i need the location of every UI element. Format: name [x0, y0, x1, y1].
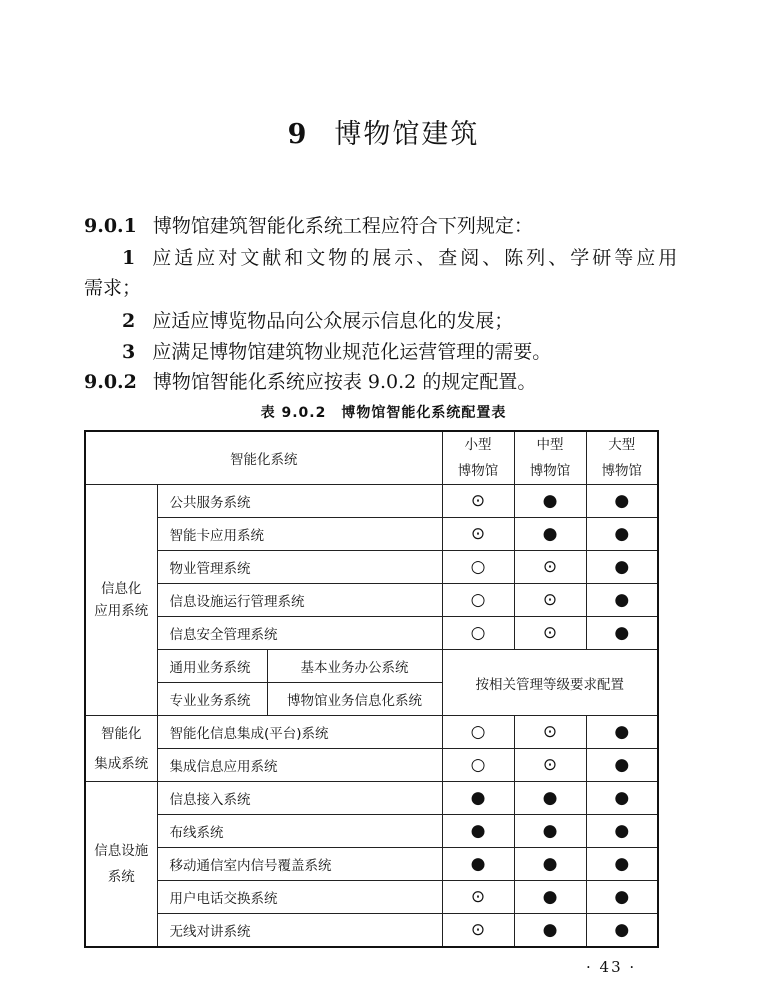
table-row: [85, 782, 658, 815]
table-header-row: [85, 431, 658, 485]
medium-mark: ●: [514, 782, 586, 815]
row-name: 物业管理系统: [157, 551, 442, 584]
table-row: [85, 584, 658, 617]
row-name: 无线对讲系统: [157, 914, 442, 948]
large-mark: ●: [586, 881, 658, 914]
chapter-number: 9: [287, 119, 309, 150]
large-mark: ●: [586, 485, 658, 518]
business-special: 专业业务系统: [157, 683, 267, 716]
table-row: [85, 518, 658, 551]
table-caption: 表 9.0.2 博物馆智能化系统配置表: [260, 405, 507, 421]
large-mark: ●: [586, 914, 658, 948]
large-mark: ●: [586, 617, 658, 650]
item-1: [122, 246, 680, 270]
small-mark: ⊙: [442, 485, 514, 518]
header-large: 大型 博物馆: [586, 431, 658, 485]
medium-mark: ●: [514, 881, 586, 914]
large-mark: ●: [586, 782, 658, 815]
small-mark: ●: [442, 782, 514, 815]
row-name: 信息设施运行管理系统: [157, 584, 442, 617]
table-row: [85, 617, 658, 650]
item-2: [122, 309, 513, 333]
business-general: 通用业务系统: [157, 650, 267, 683]
header-system: 智能化系统: [85, 431, 442, 485]
row-name: 移动通信室内信号覆盖系统: [157, 848, 442, 881]
large-mark: ●: [586, 848, 658, 881]
clause-text: 博物馆建筑智能化系统工程应符合下列规定：: [152, 215, 533, 237]
item-text: 应适应博览物品向公众展示信息化的发展；: [152, 310, 514, 332]
large-mark: ●: [586, 551, 658, 584]
medium-mark: ●: [514, 914, 586, 948]
row-name: 布线系统: [157, 815, 442, 848]
item-1-continuation: [84, 276, 141, 300]
clause-9-0-1: [84, 214, 533, 238]
row-name: 信息接入系统: [157, 782, 442, 815]
table-row: [85, 716, 658, 749]
small-mark: ⊙: [442, 914, 514, 948]
medium-mark: ⊙: [514, 551, 586, 584]
medium-mark: ●: [514, 518, 586, 551]
small-mark: ○: [442, 716, 514, 749]
medium-mark: ⊙: [514, 584, 586, 617]
medium-mark: ⊙: [514, 617, 586, 650]
small-mark: ●: [442, 848, 514, 881]
large-mark: ●: [586, 749, 658, 782]
small-mark: ○: [442, 551, 514, 584]
large-mark: ●: [586, 716, 658, 749]
small-mark: ○: [442, 617, 514, 650]
table-row: [85, 815, 658, 848]
small-mark: ○: [442, 749, 514, 782]
row-name: 集成信息应用系统: [157, 749, 442, 782]
row-name: 智能卡应用系统: [157, 518, 442, 551]
item-text: 应满足博物馆建筑物业规范化运营管理的需要。: [152, 341, 552, 363]
table-row: [85, 485, 658, 518]
group-info-app: 信息化 应用系统: [85, 485, 157, 716]
row-name: 智能化信息集成(平台)系统: [157, 716, 442, 749]
item-number: 1: [122, 247, 139, 269]
row-name: 信息安全管理系统: [157, 617, 442, 650]
clause-number: 9.0.1: [84, 215, 137, 237]
small-mark: ⊙: [442, 518, 514, 551]
item-text: 应适应对文献和文物的展示、查阅、陈列、学研等应用: [152, 247, 681, 269]
header-small: 小型 博物馆: [442, 431, 514, 485]
small-mark: ●: [442, 815, 514, 848]
chapter-title: [0, 112, 767, 151]
table-row: [85, 749, 658, 782]
table-row: [85, 881, 658, 914]
table-row: [85, 914, 658, 948]
chapter-title-text: 博物馆建筑: [334, 119, 480, 150]
item-3: [122, 340, 551, 364]
clause-9-0-2: [84, 370, 536, 394]
header-medium: 中型 博物馆: [514, 431, 586, 485]
business-note: 按相关管理等级要求配置: [442, 650, 658, 716]
table-row: [85, 551, 658, 584]
medium-mark: ●: [514, 485, 586, 518]
table-row: [85, 848, 658, 881]
business-general-sub: 基本业务办公系统: [267, 650, 442, 683]
group-infrastructure: 信息设施 系统: [85, 782, 157, 948]
row-name: 公共服务系统: [157, 485, 442, 518]
small-mark: ⊙: [442, 881, 514, 914]
small-mark: ○: [442, 584, 514, 617]
large-mark: ●: [586, 518, 658, 551]
medium-mark: ●: [514, 815, 586, 848]
item-number: 2: [122, 310, 136, 332]
row-name: 用户电话交换系统: [157, 881, 442, 914]
clause-number: 9.0.2: [84, 371, 137, 393]
medium-mark: ⊙: [514, 749, 586, 782]
config-table: [84, 430, 659, 948]
medium-mark: ●: [514, 848, 586, 881]
item-number: 3: [122, 341, 136, 363]
business-special-sub: 博物馆业务信息化系统: [267, 683, 442, 716]
item-text: 需求；: [84, 277, 142, 299]
clause-text: 博物馆智能化系统应按表 9.0.2 的规定配置。: [152, 371, 537, 393]
page-number: · 43 ·: [586, 958, 637, 976]
medium-mark: ⊙: [514, 716, 586, 749]
table-row: [85, 650, 658, 683]
large-mark: ●: [586, 815, 658, 848]
group-integration: 智能化 集成系统: [85, 716, 157, 782]
large-mark: ●: [586, 584, 658, 617]
